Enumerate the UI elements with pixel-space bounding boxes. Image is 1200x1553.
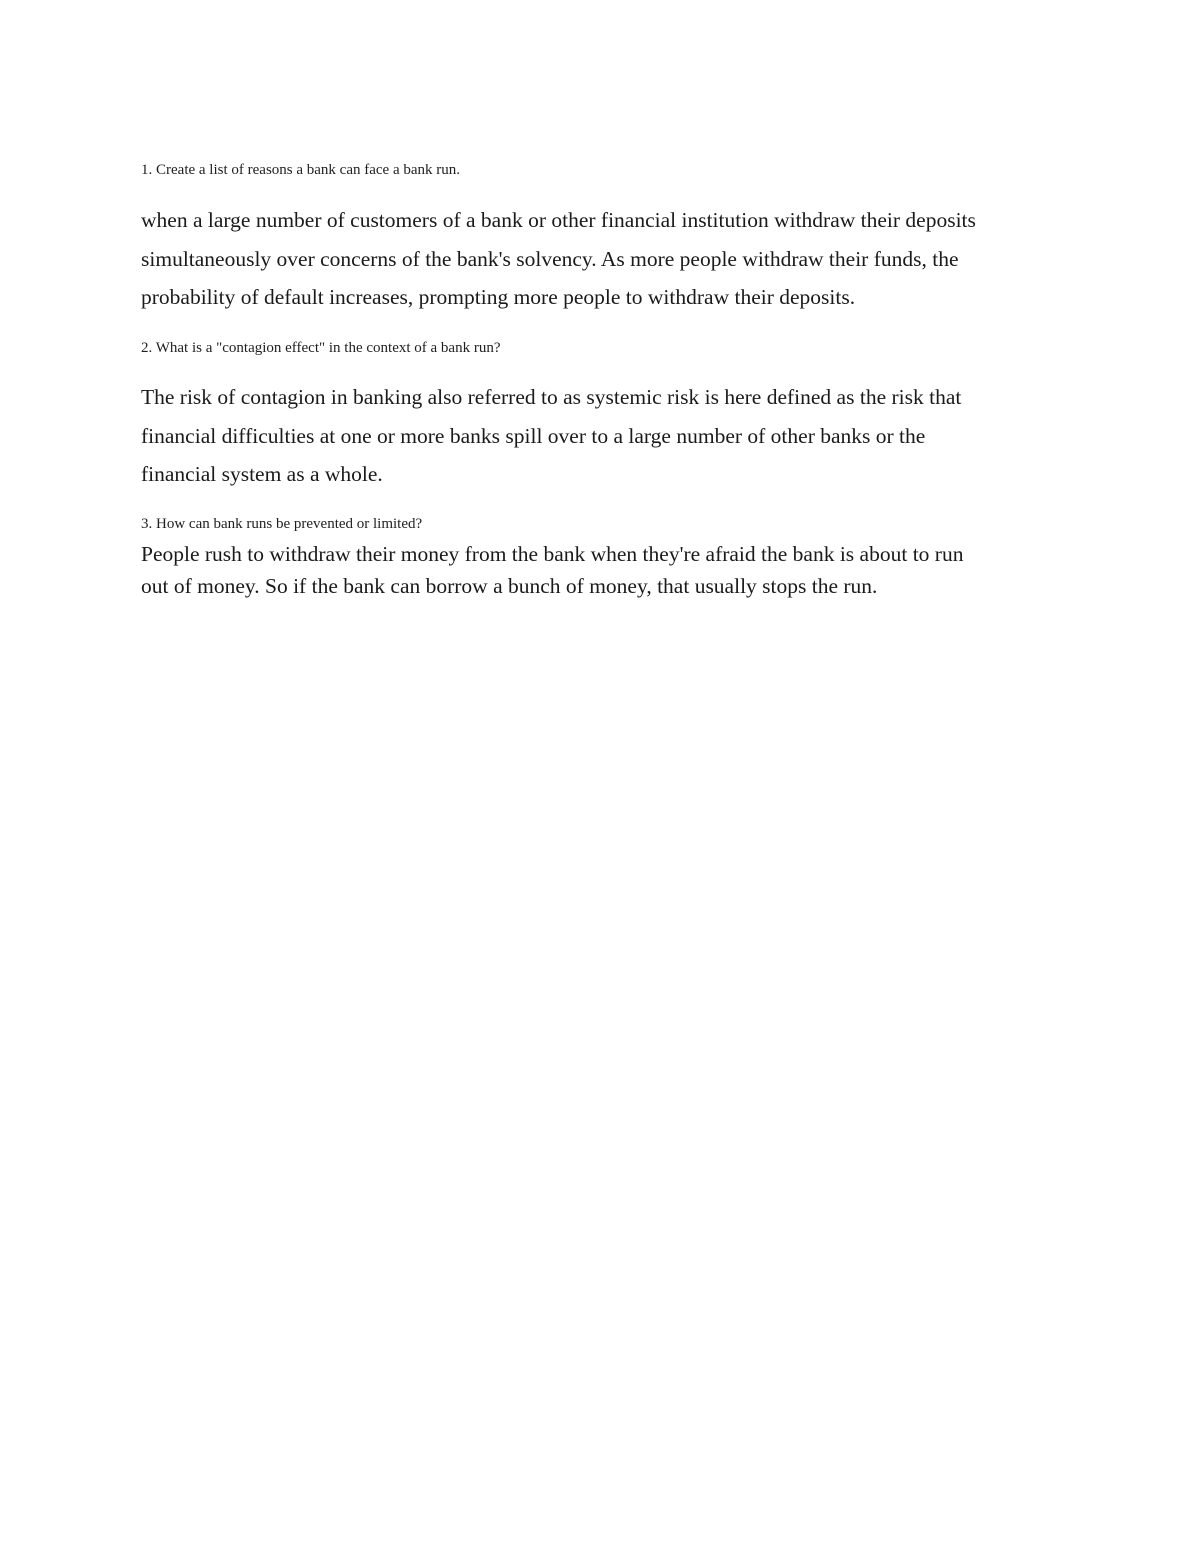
question-2: 2. What is a "contagion effect" in the context of a bank run? (141, 340, 501, 356)
question-1: 1. Create a list of reasons a bank can face a bank run. (141, 162, 461, 178)
answer-line: when a large number of customers of a bank or other financial institution withdraw their deposits (141, 208, 976, 232)
answer-line: financial system as a whole. (141, 462, 383, 486)
answer-1 (141, 201, 1081, 317)
answer-3 (141, 538, 1081, 602)
answer-line: out of money. So if the bank can borrow a bunch of money, that usually stops the run. (141, 574, 878, 598)
answer-2 (141, 378, 1081, 494)
answer-line: The risk of contagion in banking also referred to as systemic risk is here defined as the risk that (141, 385, 962, 409)
answer-line: People rush to withdraw their money from the bank when they're afraid the bank is about to run (141, 542, 964, 566)
answer-line: probability of default increases, prompting more people to withdraw their deposits. (141, 285, 856, 309)
question-3: 3. How can bank runs be prevented or limited? (141, 516, 423, 532)
answer-line: financial difficulties at one or more banks spill over to a large number of other banks or the (141, 423, 926, 448)
answer-line: simultaneously over concerns of the bank's solvency. As more people withdraw their funds, the (141, 246, 959, 271)
